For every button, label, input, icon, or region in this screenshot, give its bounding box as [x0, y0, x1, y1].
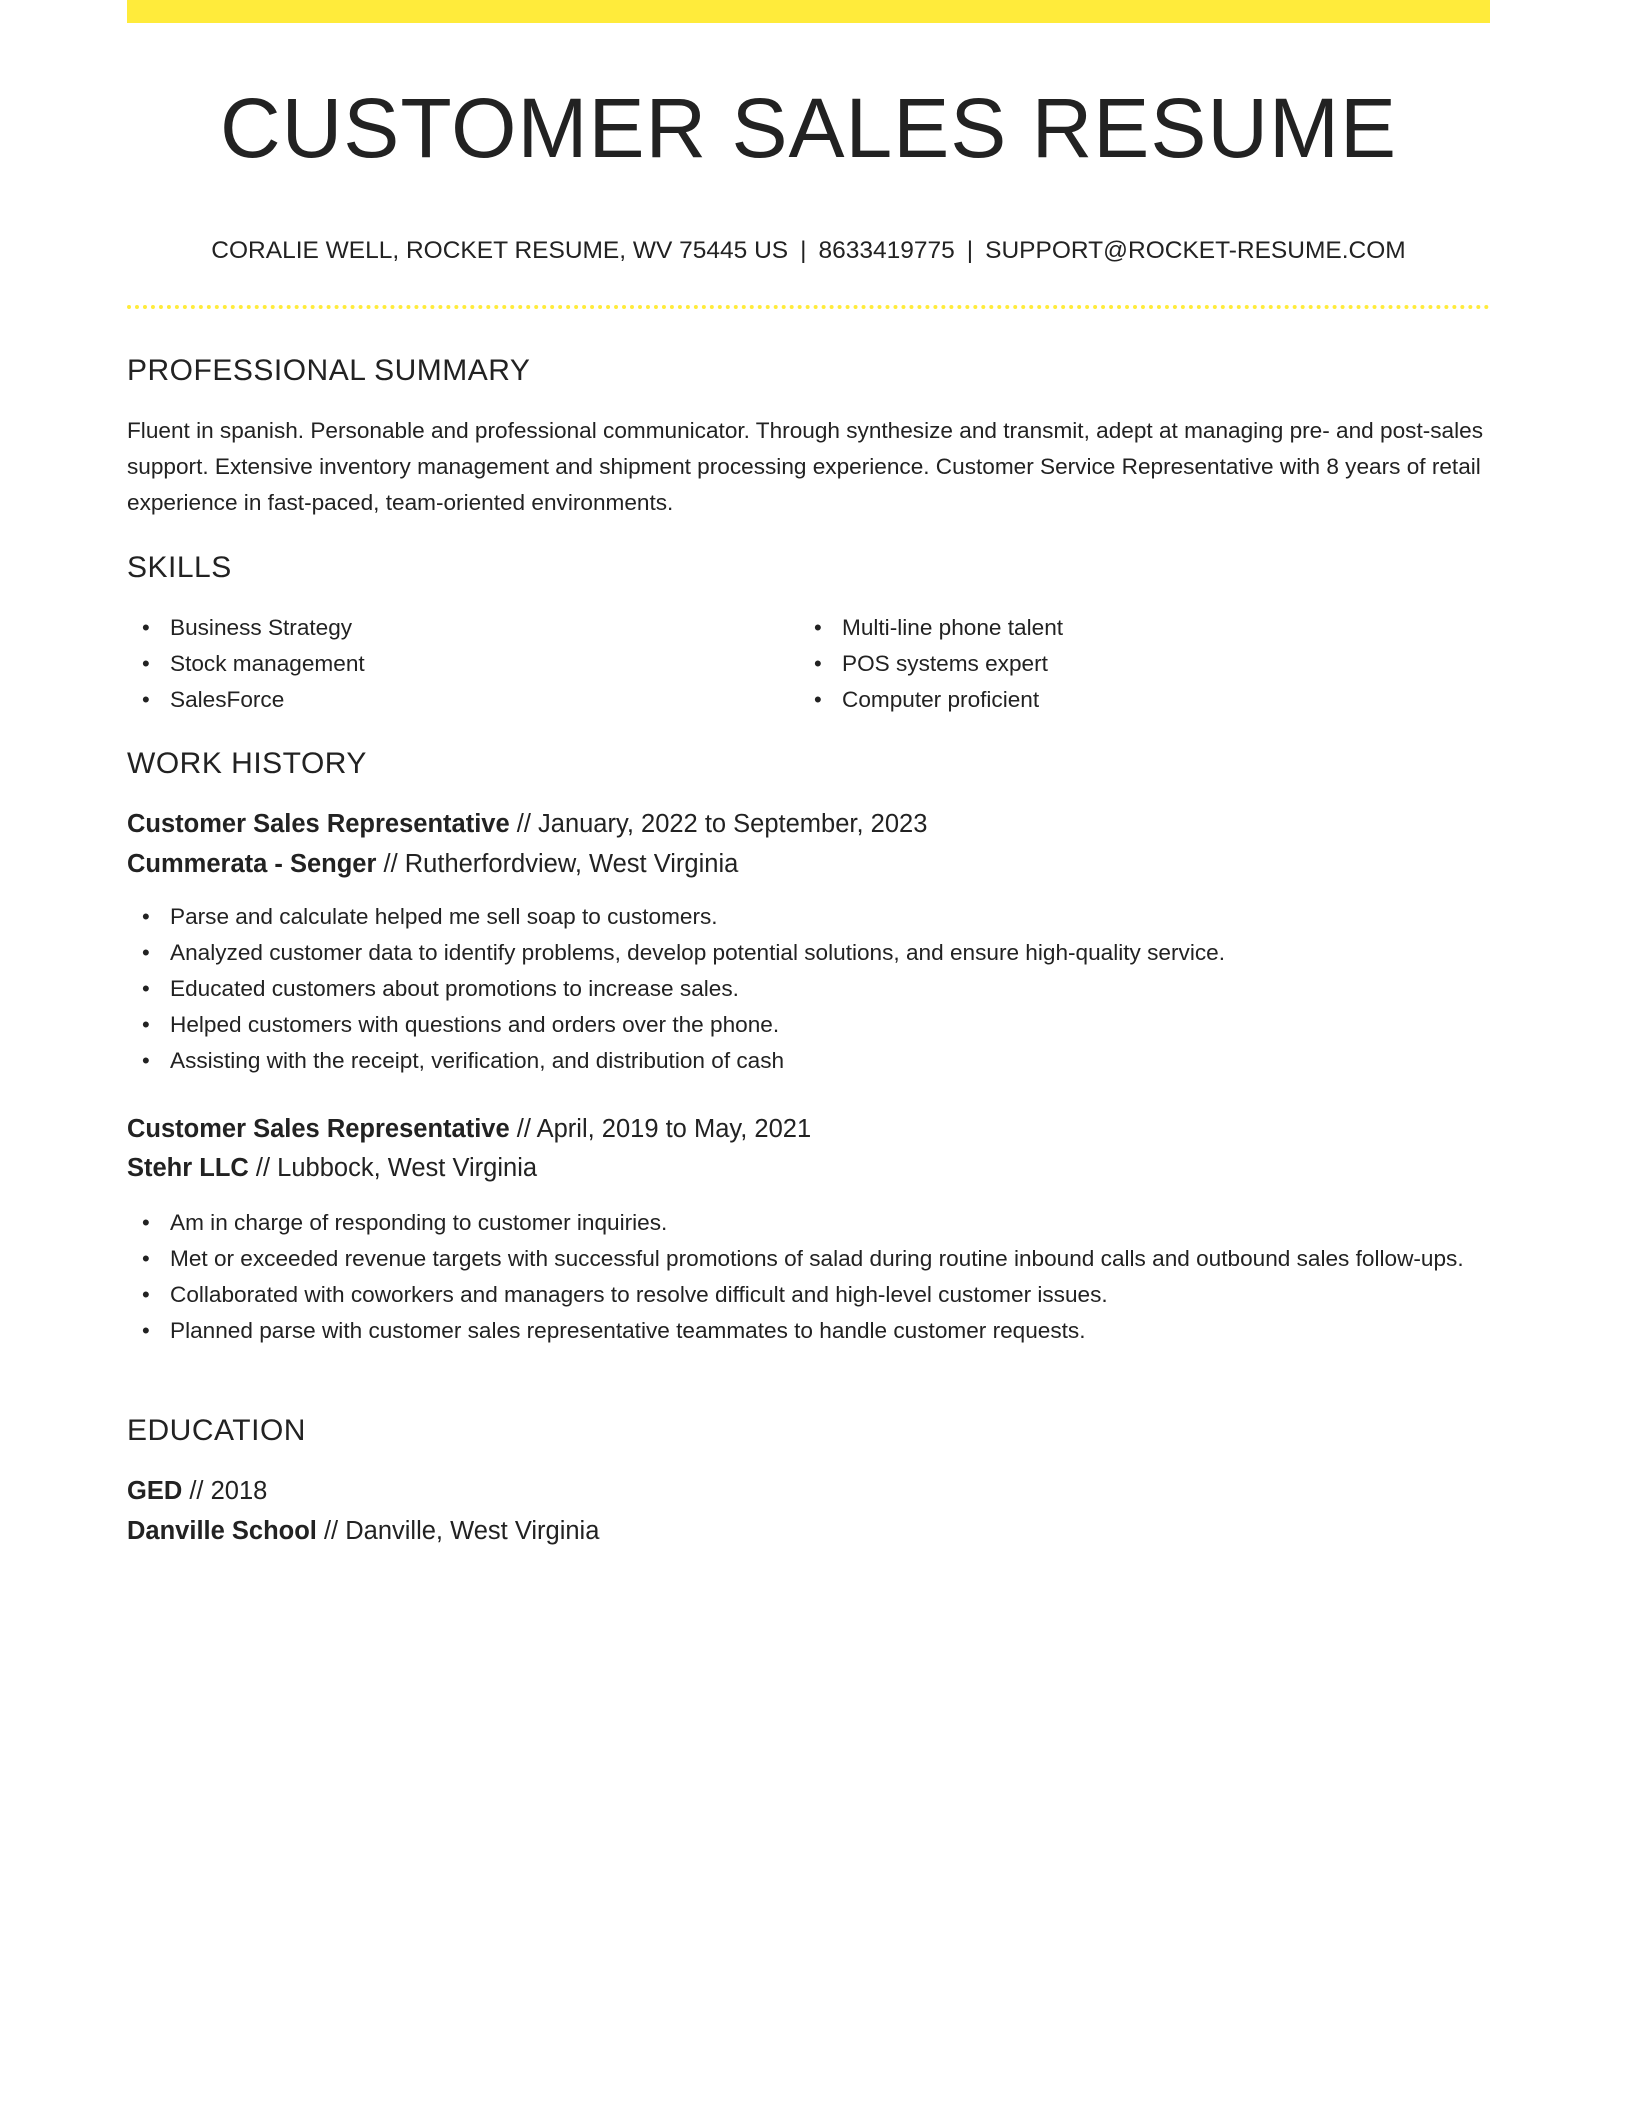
contact-separator: | [800, 237, 807, 264]
job-company-line [127, 849, 738, 880]
job-title: Customer Sales Representative [127, 810, 510, 838]
job-title: Customer Sales Representative [127, 1115, 510, 1143]
job-bullet: • Analyzed customer data to identify problems, develop potential solutions, and ensure high-quality service. [127, 935, 1490, 971]
job-company-line [127, 1153, 537, 1184]
skill-item: • SalesForce [127, 682, 787, 718]
job-bullet: • Helped customers with questions and orders over the phone. [127, 1007, 1490, 1043]
job-location: // Lubbock, West Virginia [248, 1154, 538, 1182]
skill-item: • Computer proficient [799, 682, 1459, 718]
job-bullet: • Educated customers about promotions to increase sales. [127, 971, 1490, 1007]
page-title: CUSTOMER SALES RESUME [219, 81, 1398, 175]
job-title-line [127, 1114, 811, 1145]
education-degree: GED [127, 1477, 183, 1505]
summary-text: Fluent in spanish. Personable and professional communicator. Through synthesize and transmit, adept at managing pre- and post-sales support. Extensive inventory management and shipment processing experience. Customer Service Representative with 8 years of retail experience in fast-paced, team-oriented environments. [127, 418, 1483, 515]
contact-phone: 8633419775 [818, 237, 955, 264]
dotted-divider [127, 305, 1490, 309]
top-accent-bar [127, 0, 1490, 23]
job-dates: // January, 2022 to September, 2023 [509, 810, 928, 838]
contact-address: CORALIE WELL, ROCKET RESUME, WV 75445 US [211, 237, 789, 264]
job-bullets [127, 1205, 1490, 1349]
job-bullet: • Planned parse with customer sales representative teammates to handle customer requests. [127, 1313, 1490, 1349]
work-history-heading: WORK HISTORY [127, 747, 367, 780]
skill-item: • Stock management [127, 646, 787, 682]
job-bullets [127, 899, 1490, 1079]
job-company: Stehr LLC [127, 1154, 249, 1182]
education-heading: EDUCATION [127, 1414, 306, 1447]
skill-item: • Business Strategy [127, 610, 787, 646]
job-bullet: • Met or exceeded revenue targets with successful promotions of salad during routine inbound calls and outbound sales follow-ups. [127, 1241, 1490, 1277]
education-school: Danville School [127, 1517, 317, 1545]
job-dates: // April, 2019 to May, 2021 [509, 1115, 812, 1143]
summary-heading: PROFESSIONAL SUMMARY [127, 354, 531, 387]
skill-item: • Multi-line phone talent [799, 610, 1459, 646]
job-bullet: • Parse and calculate helped me sell soap to customers. [127, 899, 1490, 935]
education-school-line [127, 1516, 599, 1547]
education-location: // Danville, West Virginia [316, 1517, 600, 1545]
job-title-line [127, 809, 927, 840]
skill-item: • POS systems expert [799, 646, 1459, 682]
job-location: // Rutherfordview, West Virginia [376, 850, 739, 878]
job-company: Cummerata - Senger [127, 850, 377, 878]
education-year: // 2018 [182, 1477, 268, 1505]
skills-list-left [127, 610, 787, 718]
job-bullet: • Assisting with the receipt, verification, and distribution of cash [127, 1043, 1490, 1079]
job-bullet: • Collaborated with coworkers and managers to resolve difficult and high-level customer issues. [127, 1277, 1490, 1313]
contact-email: SUPPORT@ROCKET-RESUME.COM [985, 237, 1406, 264]
contact-line [127, 236, 1490, 265]
contact-separator: | [966, 237, 974, 264]
education-degree-line [127, 1476, 267, 1507]
job-bullet: • Am in charge of responding to customer inquiries. [127, 1205, 1490, 1241]
skills-list-right [799, 610, 1459, 718]
skills-heading: SKILLS [127, 551, 232, 584]
